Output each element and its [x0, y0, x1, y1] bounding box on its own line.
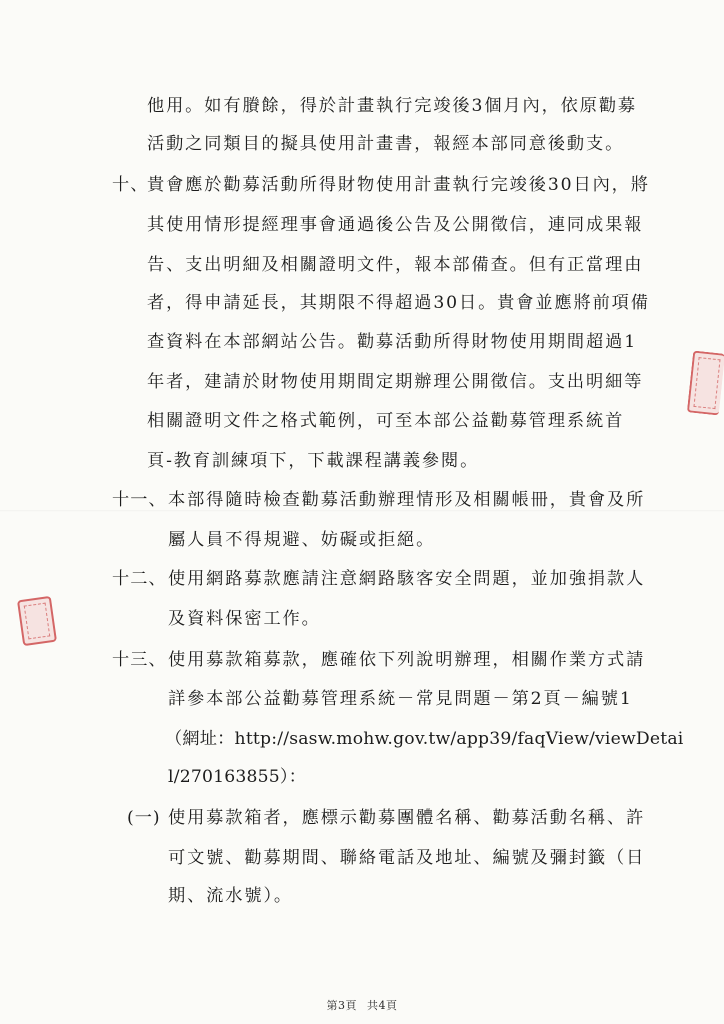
- item-12-line-1: 使用網路募款應請注意網路駭客安全問題，並加強捐款人: [168, 569, 646, 589]
- item-10-number: 十、: [112, 175, 149, 195]
- sub-item-1-number: (一): [127, 808, 161, 828]
- item-10-line-3: 告、支出明細及相關證明文件，報本部備查。但有正當理由: [147, 255, 644, 275]
- item-13-line-1: 使用募款箱募款，應確依下列說明辦理，相關作業方式請: [168, 650, 646, 670]
- item-12-number: 十二、: [112, 569, 167, 589]
- item-10-line-4: 者，得申請延長，其期限不得超過30日。貴會並應將前項備: [147, 293, 650, 313]
- item-10-line-2: 其使用情形提經理事會通過後公告及公開徵信，連同成果報: [147, 215, 644, 235]
- item-10-line-5: 查資料在本部網站公告。勸募活動所得財物使用期間超過1: [147, 332, 638, 352]
- item-13-url-line-2: l/270163855）：: [168, 767, 307, 787]
- item-13-number: 十三、: [112, 650, 167, 670]
- page-current-label: 第3頁: [326, 999, 357, 1012]
- seal-stamp-right: [687, 350, 724, 415]
- item-11-number: 十一、: [112, 490, 167, 510]
- item-13-line-2: 詳參本部公益勸募管理系統－常見問題－第2頁－編號1: [168, 689, 633, 709]
- item-10-line-6: 年者，建請於財物使用期間定期辦理公開徵信。支出明細等: [147, 372, 644, 392]
- page-footer: [0, 999, 724, 1013]
- paragraph-1-line-2: 活動之同類目的擬具使用計畫書，報經本部同意後動支。: [147, 134, 625, 154]
- sub-item-1-line-1: 使用募款箱者，應標示勸募團體名稱、勸募活動名稱、許: [168, 808, 646, 828]
- item-10-line-8: 頁-教育訓練項下，下載課程講義參閱。: [147, 451, 480, 471]
- item-10-line-7: 相關證明文件之格式範例，可至本部公益勸募管理系統首: [147, 411, 625, 431]
- page-total-label: 共4頁: [367, 999, 398, 1012]
- item-10-line-1: 貴會應於勸募活動所得財物使用計畫執行完竣後30日內，將: [147, 175, 650, 195]
- item-13-url-line: （網址：http://sasw.mohw.gov.tw/app39/faqView/viewDetai: [165, 729, 684, 749]
- paragraph-1-line-1: 他用。如有賸餘，得於計畫執行完竣後3個月內，依原勸募: [147, 96, 638, 116]
- sub-item-1-line-3: 期、流水號）。: [168, 886, 294, 906]
- item-11-line-1: 本部得隨時檢查勸募活動辦理情形及相關帳冊，貴會及所: [168, 490, 646, 510]
- seal-stamp-left: [17, 596, 57, 646]
- item-11-line-2: 屬人員不得規避、妨礙或拒絕。: [168, 530, 436, 550]
- sub-item-1-line-2: 可文號、勸募期間、聯絡電話及地址、編號及彌封籤（日: [168, 848, 646, 868]
- item-12-line-2: 及資料保密工作。: [168, 609, 321, 629]
